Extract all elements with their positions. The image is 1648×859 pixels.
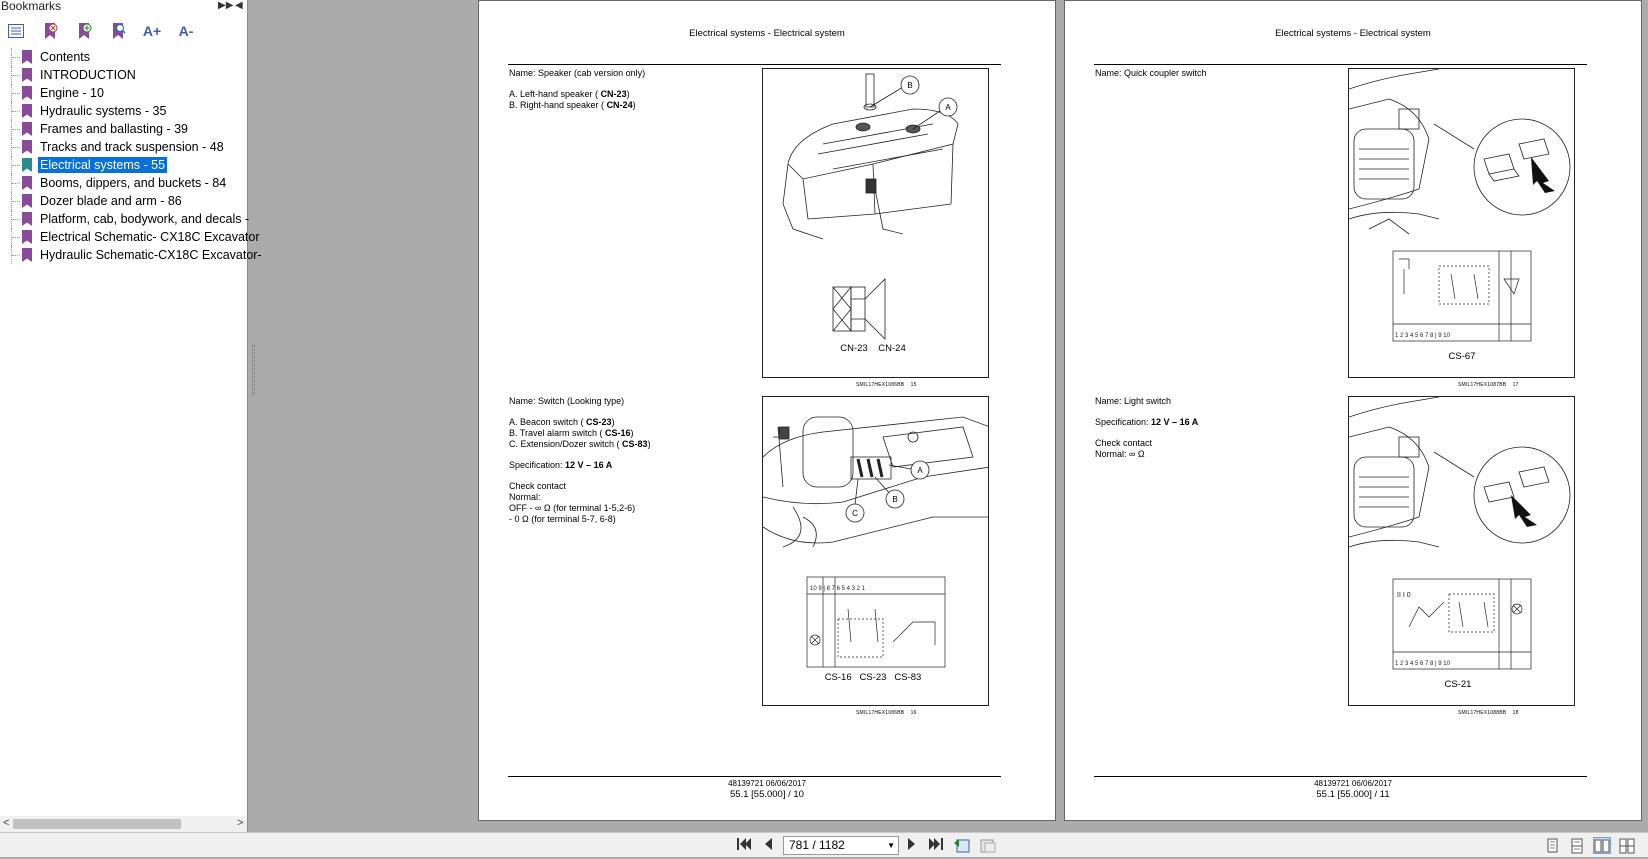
bookmark-item[interactable] — [0, 192, 247, 210]
bookmark-icon — [22, 176, 32, 190]
name-label: Name: — [509, 396, 536, 406]
prev-page-icon[interactable] — [762, 837, 774, 854]
page-dropdown-icon[interactable]: ▼ — [887, 841, 895, 850]
bookmark-item[interactable] — [0, 48, 247, 66]
bookmark-icon — [22, 122, 32, 136]
reduce-text-label: A- — [178, 23, 194, 39]
figure-code: SMIL17HEX1086BB 15 — [856, 382, 917, 388]
section-name: Speaker (cab version only) — [538, 68, 646, 78]
section-quick-coupler-text — [1095, 68, 1207, 79]
bookmark-icon — [22, 194, 32, 208]
scrollbar-thumb[interactable] — [13, 819, 181, 829]
speaker-line-a: A. Left-hand speaker ( CN-23) — [509, 89, 630, 99]
check-line-1: Check contact — [1095, 438, 1153, 448]
footer-rule — [1094, 776, 1587, 777]
tree-connector — [11, 102, 21, 120]
section-name: Quick coupler switch — [1124, 68, 1207, 78]
section-name: Light switch — [1124, 396, 1172, 406]
check-line-1: Check contact — [509, 481, 567, 491]
callout-b: B — [892, 495, 898, 504]
tree-connector — [11, 120, 21, 138]
tree-connector — [11, 138, 21, 156]
sidebar-horizontal-scrollbar[interactable] — [0, 816, 247, 832]
scroll-left-icon[interactable]: < — [3, 817, 10, 829]
switch-figure — [762, 396, 989, 706]
page-header: Electrical systems - Electrical system — [689, 28, 845, 39]
next-view-icon[interactable] — [979, 837, 997, 856]
prev-view-icon[interactable] — [953, 837, 971, 856]
bookmarks-toolbar — [0, 14, 247, 48]
tree-connector — [11, 156, 21, 174]
switch-line-c: C. Extension/Dozer switch ( CS-83) — [509, 439, 651, 449]
bookmark-icon — [22, 248, 32, 262]
name-label: Name: — [509, 68, 536, 78]
svg-text:1 2 3 4 5 6 7 8 | 9 10: 1 2 3 4 5 6 7 8 | 9 10 — [1395, 661, 1450, 667]
bookmark-item[interactable] — [0, 120, 247, 138]
tree-connector — [11, 66, 21, 84]
tree-connector — [11, 210, 21, 228]
header-rule — [1094, 64, 1587, 65]
callout-b: B — [907, 81, 913, 90]
tree-connector — [11, 228, 21, 246]
page-number-input[interactable] — [783, 836, 899, 855]
quick-coupler-figure — [1348, 68, 1575, 378]
header-rule — [508, 64, 1001, 65]
light-switch-caption: CS-21 — [1444, 679, 1472, 690]
pdf-page-right — [1064, 0, 1642, 821]
add-bookmark-icon[interactable] — [74, 21, 94, 41]
tree-connector — [11, 84, 21, 102]
enlarge-text-icon[interactable] — [142, 21, 162, 41]
light-switch-figure — [1348, 396, 1575, 706]
bookmark-icon — [22, 68, 32, 82]
quick-coupler-caption: CS-67 — [1448, 351, 1476, 362]
footer-page-number: 55.1 [55.000] / 11 — [1316, 789, 1390, 800]
bookmark-icon — [22, 212, 32, 226]
figure-code: SMIL17HEX1086BB 16 — [856, 710, 917, 716]
panel-splitter[interactable] — [252, 345, 255, 395]
callout-a: A — [945, 103, 951, 112]
bookmarks-panel — [0, 0, 262, 832]
reduce-text-icon[interactable] — [176, 21, 196, 41]
bookmark-item[interactable] — [0, 138, 247, 156]
check-line-2: Normal: ∞ Ω — [1095, 449, 1145, 459]
last-page-icon[interactable] — [928, 837, 944, 854]
bookmark-item[interactable] — [0, 174, 247, 192]
first-page-icon[interactable] — [736, 837, 752, 854]
name-label: Name: — [1095, 68, 1122, 78]
tree-connector — [11, 174, 21, 192]
speaker-figure-caption: CN-23 CN-24 — [840, 343, 906, 354]
bookmark-icon — [22, 140, 32, 154]
bookmark-label[interactable]: Hydraulic Schematic-CX18C Excavator- — [40, 248, 262, 262]
section-switch-text — [509, 396, 651, 525]
enlarge-text-label: A+ — [142, 23, 162, 39]
svg-text:10 9 | 8 7 6 5 4 3 2 1: 10 9 | 8 7 6 5 4 3 2 1 — [810, 586, 865, 592]
pdf-page-left — [478, 0, 1056, 821]
bookmark-icon — [22, 230, 32, 244]
tree-connector — [11, 246, 21, 264]
navigation-bar — [0, 832, 1648, 857]
callout-c: C — [852, 509, 858, 518]
bookmark-label[interactable]: Contents — [40, 50, 91, 64]
svg-text:II I 0: II I 0 — [1397, 592, 1411, 599]
bookmarks-header — [0, 0, 247, 14]
bookmark-item[interactable] — [0, 84, 247, 102]
switch-line-a: A. Beacon switch ( CS-23) — [509, 417, 615, 427]
spec-line: Specification: 12 V – 16 A — [509, 460, 613, 470]
bookmark-tree — [0, 48, 262, 264]
bookmark-label[interactable]: INTRODUCTION — [40, 68, 136, 82]
continuous-facing-icon[interactable] — [1619, 838, 1635, 853]
bookmark-item[interactable] — [0, 210, 250, 228]
bookmark-label[interactable]: Dozer blade and arm - 86 — [40, 194, 182, 208]
figure-code: SMIL17HEX1087BB 17 — [1458, 382, 1519, 388]
bookmark-item[interactable] — [0, 102, 247, 120]
section-name: Switch (Looking type) — [538, 396, 625, 406]
bookmarks-title: Bookmarks — [1, 0, 62, 13]
speaker-line-b: B. Right-hand speaker ( CN-24) — [509, 100, 636, 110]
page-indicator: 781 / 1182 — [789, 838, 845, 852]
bookmark-icon — [22, 50, 32, 64]
footer-page-number: 55.1 [55.000] / 10 — [730, 789, 804, 800]
check-line-2: Normal: — [509, 492, 541, 502]
bookmark-label[interactable]: Platform, cab, bodywork, and decals - — [40, 212, 250, 226]
check-line-4: - 0 Ω (for terminal 5-7, 6-8) — [509, 514, 616, 524]
scroll-right-icon[interactable]: > — [237, 817, 244, 829]
switch-line-b: B. Travel alarm switch ( CS-16) — [509, 428, 634, 438]
spec-line: Specification: 12 V – 16 A — [1095, 417, 1199, 427]
bookmark-label[interactable]: Booms, dippers, and buckets - 84 — [40, 176, 227, 190]
bookmark-label[interactable]: Engine - 10 — [40, 86, 104, 100]
callout-a: A — [917, 466, 923, 475]
switch-figure-caption: CS-16 CS-23 CS-83 — [824, 672, 922, 683]
tree-connector — [11, 192, 21, 210]
name-label: Name: — [1095, 396, 1122, 406]
bookmark-label[interactable]: Electrical Schematic- CX18C Excavator — [40, 230, 260, 244]
bookmark-label[interactable]: Frames and ballasting - 39 — [40, 122, 188, 136]
check-line-3: OFF - ∞ Ω (for terminal 1-5,2-6) — [509, 503, 636, 513]
section-light-switch-text — [1095, 396, 1198, 460]
bookmark-item[interactable] — [0, 228, 260, 246]
bookmark-label[interactable]: Tracks and track suspension - 48 — [40, 140, 224, 154]
bookmark-icon — [22, 104, 32, 118]
footer-doc-number: 48139721 06/06/2017 — [1314, 779, 1392, 788]
bookmark-label[interactable]: Electrical systems - 55 — [40, 158, 166, 172]
find-bookmark-icon[interactable] — [108, 21, 128, 41]
bookmark-item[interactable] — [0, 246, 262, 264]
bookmark-icon — [22, 158, 32, 172]
collapse-left-icon[interactable]: ◀ — [235, 0, 243, 11]
figure-code: SMIL17HEX1088BB 18 — [1458, 710, 1519, 716]
svg-text:1 2 3 4 5 6 7 8 | 9 10: 1 2 3 4 5 6 7 8 | 9 10 — [1395, 333, 1450, 339]
bookmark-icon — [22, 86, 32, 100]
speaker-figure — [762, 68, 989, 378]
next-page-icon[interactable] — [906, 837, 918, 854]
page-header: Electrical systems - Electrical system — [1275, 28, 1431, 39]
forward-icon[interactable]: ▶▶ — [218, 0, 234, 11]
delete-bookmark-icon[interactable] — [40, 21, 60, 41]
bookmark-options-icon[interactable] — [6, 21, 26, 41]
bookmark-label[interactable]: Hydraulic systems - 35 — [40, 104, 167, 118]
tree-connector — [11, 48, 21, 66]
facing-icon[interactable] — [1594, 838, 1610, 853]
footer-rule — [508, 776, 1001, 777]
footer-doc-number: 48139721 06/06/2017 — [728, 779, 806, 788]
section-speaker-text — [509, 68, 645, 111]
bookmark-item[interactable] — [0, 66, 247, 84]
single-page-icon[interactable] — [1544, 838, 1560, 853]
continuous-icon[interactable] — [1569, 838, 1585, 853]
bookmark-item[interactable] — [0, 156, 247, 174]
